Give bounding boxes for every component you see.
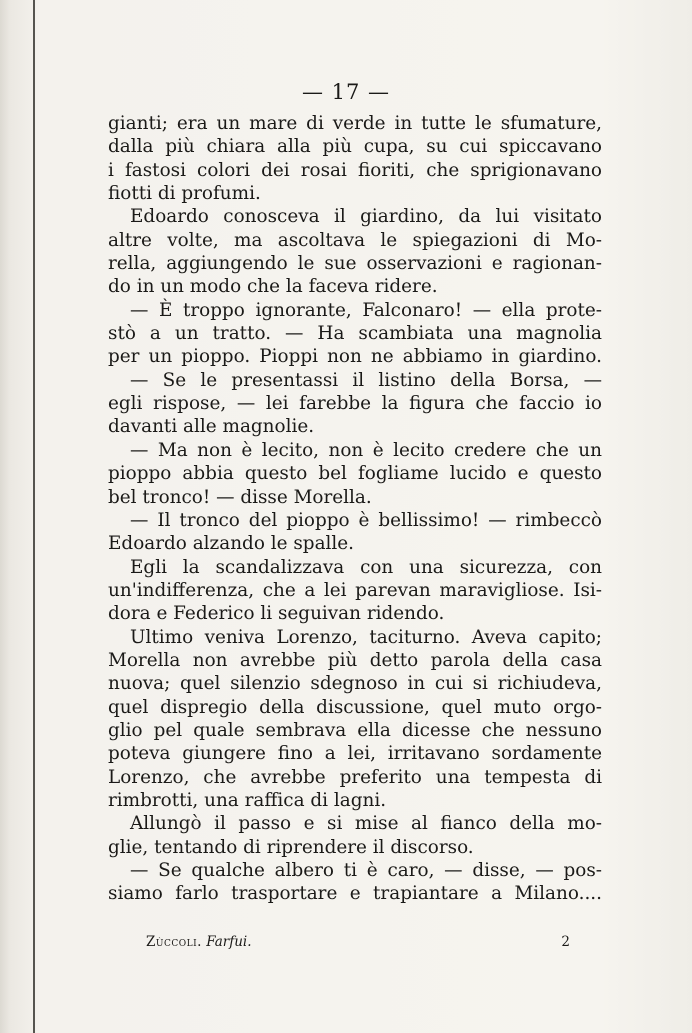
text-line: poteva giungere fino a lei, irritavano sordamente — [108, 743, 602, 765]
text-line: — Se le presentassi il listino della Borsa, — — [130, 369, 602, 391]
text-line: dalla più chiara alla più cupa, su cui spiccavano — [108, 136, 602, 158]
footer-author: Zùccoli. — [146, 934, 202, 950]
page-footer — [146, 934, 570, 954]
text-line: glie, tentando di riprendere il discorso. — [108, 836, 474, 858]
text-line: dora e Federico li seguivan ridendo. — [108, 603, 445, 625]
text-line: stò a un tratto. — Ha scambiata una magnolia — [108, 323, 602, 345]
text-line: Edoardo conosceva il giardino, da lui visitato — [130, 206, 602, 228]
text-line: davanti alle magnolie. — [108, 416, 315, 438]
text-line: pioppo abbia questo bel fogliame lucido e questo — [108, 463, 602, 485]
text-line: glio pel quale sembrava ella dicesse che nessuno — [108, 719, 602, 741]
page-number: — 17 — — [301, 80, 391, 104]
text-line: Ultimo veniva Lorenzo, taciturno. Aveva capito; — [130, 626, 602, 648]
text-line: rella, aggiungendo le sue osservazioni e ragionan- — [108, 253, 602, 275]
signature-mark: 2 — [561, 934, 570, 950]
text-line: gianti; era un mare di verde in tutte le sfumature, — [108, 113, 602, 134]
text-line: — Il tronco del pioppo è bellissimo! — rimbeccò — [130, 509, 602, 531]
text-line: bel tronco! — disse Morella. — [108, 486, 372, 508]
text-line: — Ma non è lecito, non è lecito credere che un — [130, 439, 602, 461]
text-line: quel dispregio della discussione, quel muto orgo- — [108, 696, 602, 718]
text-line: per un pioppo. Pioppi non ne abbiamo in giardino. — [108, 346, 602, 368]
body-text — [108, 112, 602, 906]
text-line: un'indifferenza, che a lei parevan maravigliose. Isi- — [108, 579, 602, 601]
text-line: Lorenzo, che avrebbe preferito una tempesta di — [108, 766, 602, 788]
text-line: egli rispose, — lei farebbe la figura che faccio io — [108, 393, 602, 415]
text-line: fiotti di profumi. — [108, 183, 261, 205]
text-line: Allungò il passo e si mise al fianco della mo- — [130, 813, 602, 835]
text-line: Edoardo alzando le spalle. — [108, 533, 355, 555]
text-line: — È troppo ignorante, Falconaro! — ella prote- — [130, 299, 602, 321]
text-line: Egli la scandalizzava con una sicurezza, con — [130, 556, 602, 578]
text-line: siamo farlo trasportare e trapiantare a Milano.... — [108, 883, 602, 905]
text-line: altre volte, ma ascoltava le spiegazioni di Mo- — [108, 229, 602, 251]
text-line: Morella non avrebbe più detto parola della casa — [108, 649, 602, 671]
text-line: — Se qualche albero ti è caro, — disse, — pos- — [130, 860, 602, 881]
text-line: i fastosi colori dei rosai fioriti, che sprigionavano — [108, 159, 602, 181]
footer-title: Farfui. — [206, 934, 252, 950]
text-line: do in un modo che la faceva ridere. — [108, 276, 438, 298]
footer-credit — [146, 934, 252, 950]
text-line: nuova; quel silenzio sdegnoso in cui si richiudeva, — [108, 673, 602, 695]
text-line: rimbrotti, una raffica di lagni. — [108, 789, 387, 811]
binding-edge — [33, 0, 35, 1033]
